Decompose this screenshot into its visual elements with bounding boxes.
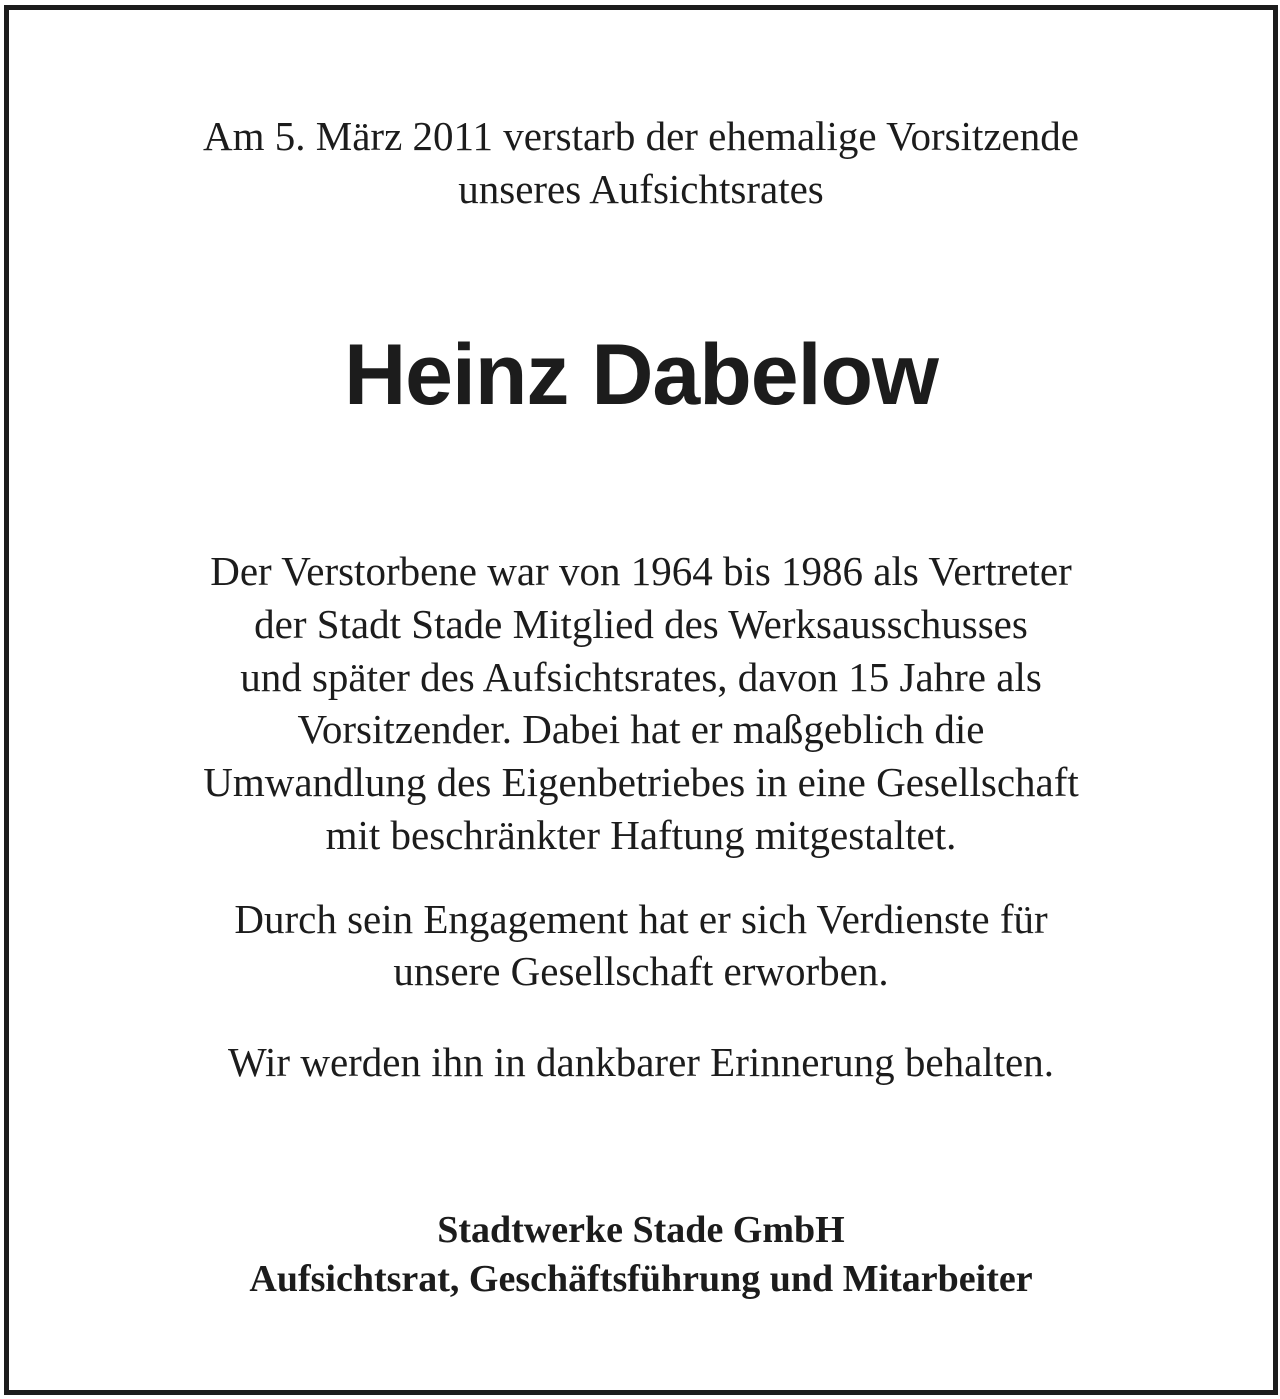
intro-line-2: unseres Aufsichtsrates — [458, 166, 824, 212]
body-p3-line-1: Wir werden ihn in dankbarer Erinnerung behalten. — [227, 1039, 1054, 1085]
body-p2-line-1: Durch sein Engagement hat er sich Verdienste für — [234, 896, 1048, 942]
body-p1-line-3: und später des Aufsichtsrates, davon 15 Jahre als — [240, 654, 1042, 700]
deceased-name: Heinz Dabelow — [344, 327, 938, 423]
body-p1-line-4: Vorsitzender. Dabei hat er maßgeblich die — [297, 706, 985, 752]
body-p1-line-6: mit beschränkter Haftung mitgestaltet. — [325, 812, 957, 858]
intro-line-1: Am 5. März 2011 verstarb der ehemalige Vorsitzende — [203, 113, 1079, 159]
obituary-notice-frame — [4, 5, 1278, 1395]
signature-company: Stadtwerke Stade GmbH — [437, 1209, 845, 1251]
body-p2-line-2: unsere Gesellschaft erworben. — [393, 948, 889, 994]
body-p1-line-1: Der Verstorbene war von 1964 bis 1986 als Vertreter — [210, 548, 1072, 594]
body-p1-line-5: Umwandlung des Eigenbetriebes in eine Gesellschaft — [203, 759, 1079, 805]
body-p1-line-2: der Stadt Stade Mitglied des Werksausschusses — [254, 601, 1028, 647]
signature-group: Aufsichtsrat, Geschäftsführung und Mitarbeiter — [249, 1258, 1033, 1300]
